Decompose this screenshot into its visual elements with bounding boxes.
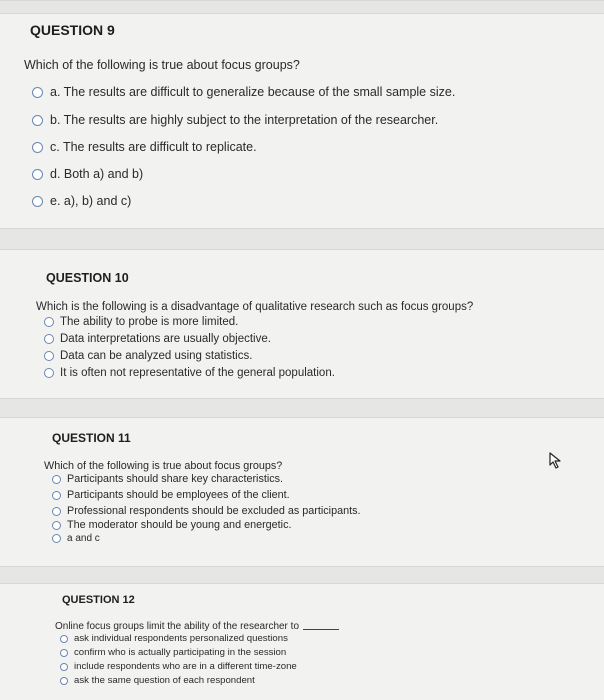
option-label: confirm who is actually participating in the session — [74, 647, 287, 658]
radio-button[interactable] — [52, 491, 61, 500]
option-label: e. a), b) and c) — [50, 194, 132, 208]
option-label: Participants should share key characteristics. — [67, 473, 284, 485]
option-label: It is often not representative of the general population. — [60, 367, 335, 379]
radio-button[interactable] — [44, 317, 54, 327]
question-10-option-2[interactable] — [44, 333, 271, 345]
radio-button[interactable] — [44, 334, 54, 344]
question-10-option-4[interactable] — [44, 367, 335, 379]
question-12-prompt — [55, 621, 339, 632]
question-11-option-2[interactable] — [52, 489, 290, 501]
question-11-option-3[interactable] — [52, 505, 361, 517]
radio-button[interactable] — [44, 368, 54, 378]
question-11-option-5[interactable] — [52, 533, 100, 544]
question-9-option-c[interactable] — [32, 140, 257, 154]
question-12-prompt-text: Online focus groups limit the ability of the researcher to — [55, 621, 300, 632]
divider-q11-q12 — [0, 566, 604, 584]
option-label: Participants should be employees of the client. — [67, 489, 290, 501]
question-10-title: QUESTION 10 — [46, 271, 129, 285]
question-12-option-3[interactable] — [60, 661, 297, 672]
option-label: Professional respondents should be excluded as participants. — [67, 505, 361, 517]
radio-button[interactable] — [52, 521, 61, 530]
question-12-option-2[interactable] — [60, 647, 286, 658]
radio-button[interactable] — [32, 142, 43, 153]
radio-button[interactable] — [60, 649, 68, 657]
option-label: a and c — [67, 533, 100, 544]
radio-button[interactable] — [32, 169, 43, 180]
divider-top — [0, 0, 604, 14]
pointer-arrow-icon — [548, 452, 564, 475]
question-12-option-4[interactable] — [60, 675, 255, 686]
radio-button[interactable] — [32, 196, 43, 207]
radio-button[interactable] — [60, 677, 68, 685]
option-label: ask individual respondents personalized questions — [74, 633, 288, 644]
radio-button[interactable] — [32, 115, 43, 126]
question-12-title: QUESTION 12 — [62, 594, 135, 606]
radio-button[interactable] — [52, 507, 61, 516]
radio-button[interactable] — [60, 635, 68, 643]
option-label: a. The results are difficult to generalize because of the small sample size. — [50, 85, 456, 99]
option-label: Data can be analyzed using statistics. — [60, 350, 253, 362]
question-11-option-1[interactable] — [52, 473, 283, 485]
radio-button[interactable] — [32, 87, 43, 98]
option-label: c. The results are difficult to replicate. — [50, 140, 257, 154]
question-11-title: QUESTION 11 — [52, 431, 131, 445]
radio-button[interactable] — [52, 534, 61, 543]
option-label: d. Both a) and b) — [50, 167, 144, 181]
question-10-option-1[interactable] — [44, 316, 238, 328]
question-9-option-b[interactable] — [32, 113, 438, 127]
divider-q10-q11 — [0, 398, 604, 418]
question-9-option-e[interactable] — [32, 194, 131, 208]
option-label: Data interpretations are usually objective. — [60, 333, 271, 345]
question-11-prompt: Which of the following is true about focus groups? — [44, 460, 283, 472]
question-11-option-4[interactable] — [52, 519, 291, 531]
option-label: include respondents who are in a different time-zone — [74, 661, 297, 672]
radio-button[interactable] — [60, 663, 68, 671]
radio-button[interactable] — [52, 475, 61, 484]
option-label: The moderator should be young and energetic. — [67, 519, 292, 531]
question-9-prompt: Which of the following is true about focus groups? — [24, 58, 300, 72]
answer-blank — [303, 629, 339, 630]
option-label: ask the same question of each respondent — [74, 675, 255, 686]
option-label: The ability to probe is more limited. — [60, 316, 239, 328]
question-10-prompt: Which is the following is a disadvantage of qualitative research such as focus groups? — [36, 301, 474, 313]
question-9-option-d[interactable] — [32, 167, 143, 181]
option-label: b. The results are highly subject to the interpretation of the researcher. — [50, 113, 439, 127]
divider-q9-q10 — [0, 228, 604, 250]
question-12-option-1[interactable] — [60, 633, 288, 644]
question-9-option-a[interactable] — [32, 85, 455, 99]
radio-button[interactable] — [44, 351, 54, 361]
question-10-option-3[interactable] — [44, 350, 252, 362]
question-9-title: QUESTION 9 — [30, 22, 115, 38]
